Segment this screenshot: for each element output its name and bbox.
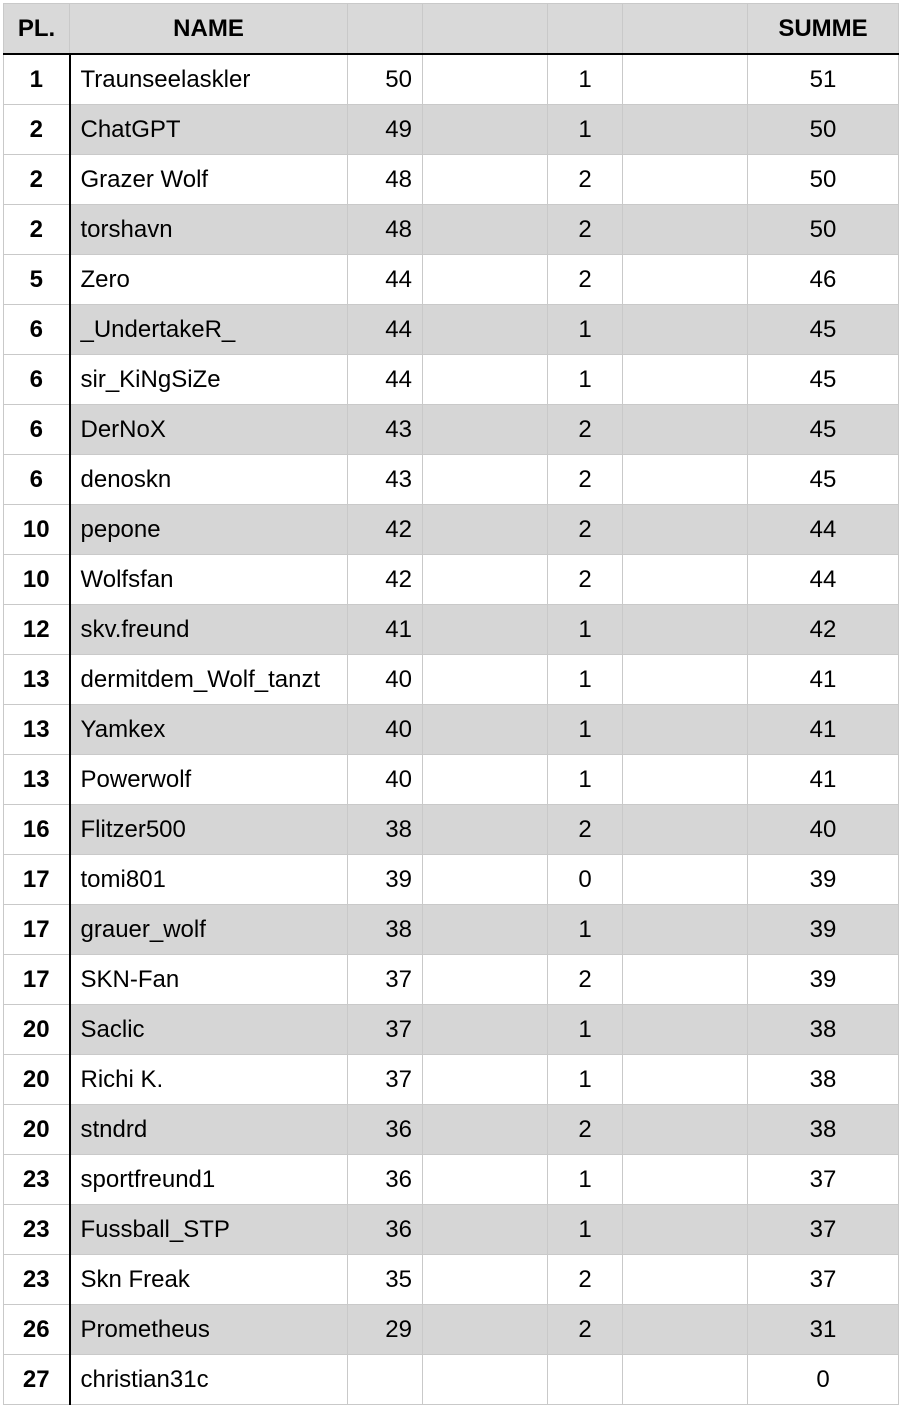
- points-cell: 41: [348, 605, 423, 655]
- name-cell: tomi801: [70, 855, 348, 905]
- header-col4: [423, 4, 548, 55]
- bonus-cell: 1: [548, 655, 623, 705]
- name-cell: Skn Freak: [70, 1255, 348, 1305]
- name-cell: Zero: [70, 255, 348, 305]
- place-cell: 17: [4, 905, 70, 955]
- empty-cell: [423, 105, 548, 155]
- header-col6: [623, 4, 748, 55]
- empty-cell: [423, 355, 548, 405]
- points-cell: 43: [348, 455, 423, 505]
- table-row: [4, 455, 899, 505]
- bonus-cell: 1: [548, 1155, 623, 1205]
- points-cell: 40: [348, 655, 423, 705]
- name-cell: grauer_wolf: [70, 905, 348, 955]
- points-cell: 37: [348, 955, 423, 1005]
- points-cell: 44: [348, 305, 423, 355]
- points-cell: 49: [348, 105, 423, 155]
- name-cell: christian31c: [70, 1355, 348, 1405]
- sum-cell: 44: [748, 505, 899, 555]
- sum-cell: 37: [748, 1255, 899, 1305]
- points-cell: 37: [348, 1005, 423, 1055]
- name-cell: Fussball_STP: [70, 1205, 348, 1255]
- points-cell: 38: [348, 905, 423, 955]
- bonus-cell: [548, 1355, 623, 1405]
- empty-cell: [423, 555, 548, 605]
- table-row: [4, 955, 899, 1005]
- sum-cell: 42: [748, 605, 899, 655]
- sum-cell: 41: [748, 755, 899, 805]
- name-cell: _UndertakeR_: [70, 305, 348, 355]
- header-col3: [348, 4, 423, 55]
- points-cell: 43: [348, 405, 423, 455]
- sum-cell: 39: [748, 955, 899, 1005]
- points-cell: 42: [348, 505, 423, 555]
- empty-cell: [623, 705, 748, 755]
- empty-cell: [623, 855, 748, 905]
- name-cell: dermitdem_Wolf_tanzt: [70, 655, 348, 705]
- sum-cell: 45: [748, 355, 899, 405]
- empty-cell: [623, 1005, 748, 1055]
- place-cell: 13: [4, 755, 70, 805]
- points-cell: 48: [348, 205, 423, 255]
- points-cell: [348, 1355, 423, 1405]
- points-cell: 36: [348, 1105, 423, 1155]
- name-cell: SKN-Fan: [70, 955, 348, 1005]
- table-row: [4, 705, 899, 755]
- table-row: [4, 755, 899, 805]
- empty-cell: [623, 305, 748, 355]
- empty-cell: [623, 255, 748, 305]
- place-cell: 10: [4, 555, 70, 605]
- place-cell: 20: [4, 1005, 70, 1055]
- place-cell: 2: [4, 105, 70, 155]
- sum-cell: 39: [748, 855, 899, 905]
- sum-cell: 45: [748, 305, 899, 355]
- empty-cell: [623, 605, 748, 655]
- points-cell: 37: [348, 1055, 423, 1105]
- bonus-cell: 2: [548, 1105, 623, 1155]
- empty-cell: [423, 855, 548, 905]
- empty-cell: [623, 1055, 748, 1105]
- place-cell: 23: [4, 1255, 70, 1305]
- empty-cell: [423, 805, 548, 855]
- empty-cell: [623, 355, 748, 405]
- sum-cell: 38: [748, 1055, 899, 1105]
- table-row: [4, 1255, 899, 1305]
- bonus-cell: 0: [548, 855, 623, 905]
- place-cell: 6: [4, 455, 70, 505]
- table-row: [4, 155, 899, 205]
- bonus-cell: 1: [548, 355, 623, 405]
- sum-cell: 37: [748, 1155, 899, 1205]
- table-row: [4, 405, 899, 455]
- points-cell: 44: [348, 255, 423, 305]
- name-cell: torshavn: [70, 205, 348, 255]
- bonus-cell: 2: [548, 505, 623, 555]
- table-row: [4, 305, 899, 355]
- points-cell: 39: [348, 855, 423, 905]
- table-row: [4, 1005, 899, 1055]
- points-cell: 42: [348, 555, 423, 605]
- empty-cell: [423, 605, 548, 655]
- name-cell: Powerwolf: [70, 755, 348, 805]
- empty-cell: [423, 1105, 548, 1155]
- points-cell: 29: [348, 1305, 423, 1355]
- name-cell: Wolfsfan: [70, 555, 348, 605]
- table-row: [4, 1205, 899, 1255]
- empty-cell: [623, 54, 748, 105]
- header-place: PL.: [4, 4, 70, 55]
- sum-cell: 44: [748, 555, 899, 605]
- bonus-cell: 2: [548, 405, 623, 455]
- bonus-cell: 2: [548, 805, 623, 855]
- name-cell: Flitzer500: [70, 805, 348, 855]
- table-row: [4, 54, 899, 105]
- header-col5: [548, 4, 623, 55]
- table-row: [4, 605, 899, 655]
- empty-cell: [623, 1105, 748, 1155]
- place-cell: 27: [4, 1355, 70, 1405]
- place-cell: 20: [4, 1105, 70, 1155]
- sum-cell: 0: [748, 1355, 899, 1405]
- table-row: [4, 855, 899, 905]
- sum-cell: 41: [748, 655, 899, 705]
- empty-cell: [423, 1305, 548, 1355]
- sum-cell: 41: [748, 705, 899, 755]
- points-cell: 40: [348, 705, 423, 755]
- table-row: [4, 805, 899, 855]
- bonus-cell: 1: [548, 105, 623, 155]
- sum-cell: 38: [748, 1105, 899, 1155]
- place-cell: 20: [4, 1055, 70, 1105]
- bonus-cell: 2: [548, 155, 623, 205]
- table-row: [4, 505, 899, 555]
- table-row: [4, 1155, 899, 1205]
- bonus-cell: 1: [548, 705, 623, 755]
- empty-cell: [623, 655, 748, 705]
- points-cell: 36: [348, 1155, 423, 1205]
- bonus-cell: 1: [548, 905, 623, 955]
- empty-cell: [623, 105, 748, 155]
- name-cell: Prometheus: [70, 1305, 348, 1355]
- empty-cell: [423, 1155, 548, 1205]
- header-sum: SUMME: [748, 4, 899, 55]
- empty-cell: [423, 705, 548, 755]
- bonus-cell: 1: [548, 305, 623, 355]
- empty-cell: [423, 1005, 548, 1055]
- table-row: [4, 1305, 899, 1355]
- empty-cell: [623, 755, 748, 805]
- bonus-cell: 1: [548, 1055, 623, 1105]
- name-cell: Richi K.: [70, 1055, 348, 1105]
- place-cell: 23: [4, 1155, 70, 1205]
- empty-cell: [423, 455, 548, 505]
- empty-cell: [423, 405, 548, 455]
- table-row: [4, 1055, 899, 1105]
- empty-cell: [423, 205, 548, 255]
- bonus-cell: 1: [548, 605, 623, 655]
- empty-cell: [423, 755, 548, 805]
- place-cell: 1: [4, 54, 70, 105]
- bonus-cell: 2: [548, 455, 623, 505]
- name-cell: sir_KiNgSiZe: [70, 355, 348, 405]
- sum-cell: 45: [748, 405, 899, 455]
- sum-cell: 51: [748, 54, 899, 105]
- table-row: [4, 355, 899, 405]
- bonus-cell: 2: [548, 1255, 623, 1305]
- points-cell: 44: [348, 355, 423, 405]
- empty-cell: [423, 1205, 548, 1255]
- header-row: [4, 4, 899, 55]
- empty-cell: [423, 255, 548, 305]
- empty-cell: [623, 1155, 748, 1205]
- name-cell: stndrd: [70, 1105, 348, 1155]
- empty-cell: [423, 905, 548, 955]
- name-cell: DerNoX: [70, 405, 348, 455]
- place-cell: 6: [4, 355, 70, 405]
- name-cell: sportfreund1: [70, 1155, 348, 1205]
- empty-cell: [423, 655, 548, 705]
- table-row: [4, 1105, 899, 1155]
- place-cell: 26: [4, 1305, 70, 1355]
- sum-cell: 50: [748, 105, 899, 155]
- empty-cell: [623, 805, 748, 855]
- empty-cell: [423, 155, 548, 205]
- empty-cell: [623, 905, 748, 955]
- empty-cell: [423, 54, 548, 105]
- bonus-cell: 1: [548, 1205, 623, 1255]
- empty-cell: [623, 155, 748, 205]
- bonus-cell: 2: [548, 1305, 623, 1355]
- table-row: [4, 1355, 899, 1405]
- empty-cell: [623, 1305, 748, 1355]
- name-cell: Yamkex: [70, 705, 348, 755]
- sum-cell: 50: [748, 155, 899, 205]
- empty-cell: [423, 305, 548, 355]
- table-row: [4, 105, 899, 155]
- table-row: [4, 255, 899, 305]
- name-cell: Traunseelaskler: [70, 54, 348, 105]
- bonus-cell: 1: [548, 54, 623, 105]
- place-cell: 17: [4, 955, 70, 1005]
- name-cell: pepone: [70, 505, 348, 555]
- table-row: [4, 655, 899, 705]
- empty-cell: [423, 1355, 548, 1405]
- points-cell: 38: [348, 805, 423, 855]
- points-cell: 40: [348, 755, 423, 805]
- bonus-cell: 2: [548, 555, 623, 605]
- points-cell: 35: [348, 1255, 423, 1305]
- place-cell: 16: [4, 805, 70, 855]
- name-cell: Saclic: [70, 1005, 348, 1055]
- empty-cell: [623, 1255, 748, 1305]
- empty-cell: [623, 505, 748, 555]
- name-cell: denoskn: [70, 455, 348, 505]
- empty-cell: [423, 955, 548, 1005]
- bonus-cell: 1: [548, 1005, 623, 1055]
- empty-cell: [423, 505, 548, 555]
- place-cell: 6: [4, 405, 70, 455]
- place-cell: 6: [4, 305, 70, 355]
- bonus-cell: 2: [548, 955, 623, 1005]
- ranking-table: [3, 3, 899, 1405]
- place-cell: 17: [4, 855, 70, 905]
- table-row: [4, 205, 899, 255]
- table-row: [4, 905, 899, 955]
- table-row: [4, 555, 899, 605]
- name-cell: Grazer Wolf: [70, 155, 348, 205]
- place-cell: 10: [4, 505, 70, 555]
- name-cell: ChatGPT: [70, 105, 348, 155]
- bonus-cell: 2: [548, 205, 623, 255]
- place-cell: 13: [4, 655, 70, 705]
- empty-cell: [623, 1355, 748, 1405]
- points-cell: 48: [348, 155, 423, 205]
- empty-cell: [623, 1205, 748, 1255]
- sum-cell: 38: [748, 1005, 899, 1055]
- sum-cell: 37: [748, 1205, 899, 1255]
- empty-cell: [423, 1055, 548, 1105]
- place-cell: 2: [4, 205, 70, 255]
- empty-cell: [623, 555, 748, 605]
- place-cell: 2: [4, 155, 70, 205]
- sum-cell: 40: [748, 805, 899, 855]
- place-cell: 13: [4, 705, 70, 755]
- sum-cell: 45: [748, 455, 899, 505]
- sum-cell: 31: [748, 1305, 899, 1355]
- points-cell: 50: [348, 54, 423, 105]
- empty-cell: [623, 205, 748, 255]
- empty-cell: [423, 1255, 548, 1305]
- sum-cell: 46: [748, 255, 899, 305]
- sum-cell: 50: [748, 205, 899, 255]
- points-cell: 36: [348, 1205, 423, 1255]
- bonus-cell: 1: [548, 755, 623, 805]
- header-name: NAME: [70, 4, 348, 55]
- empty-cell: [623, 455, 748, 505]
- empty-cell: [623, 405, 748, 455]
- sum-cell: 39: [748, 905, 899, 955]
- place-cell: 5: [4, 255, 70, 305]
- name-cell: skv.freund: [70, 605, 348, 655]
- place-cell: 12: [4, 605, 70, 655]
- empty-cell: [623, 955, 748, 1005]
- bonus-cell: 2: [548, 255, 623, 305]
- place-cell: 23: [4, 1205, 70, 1255]
